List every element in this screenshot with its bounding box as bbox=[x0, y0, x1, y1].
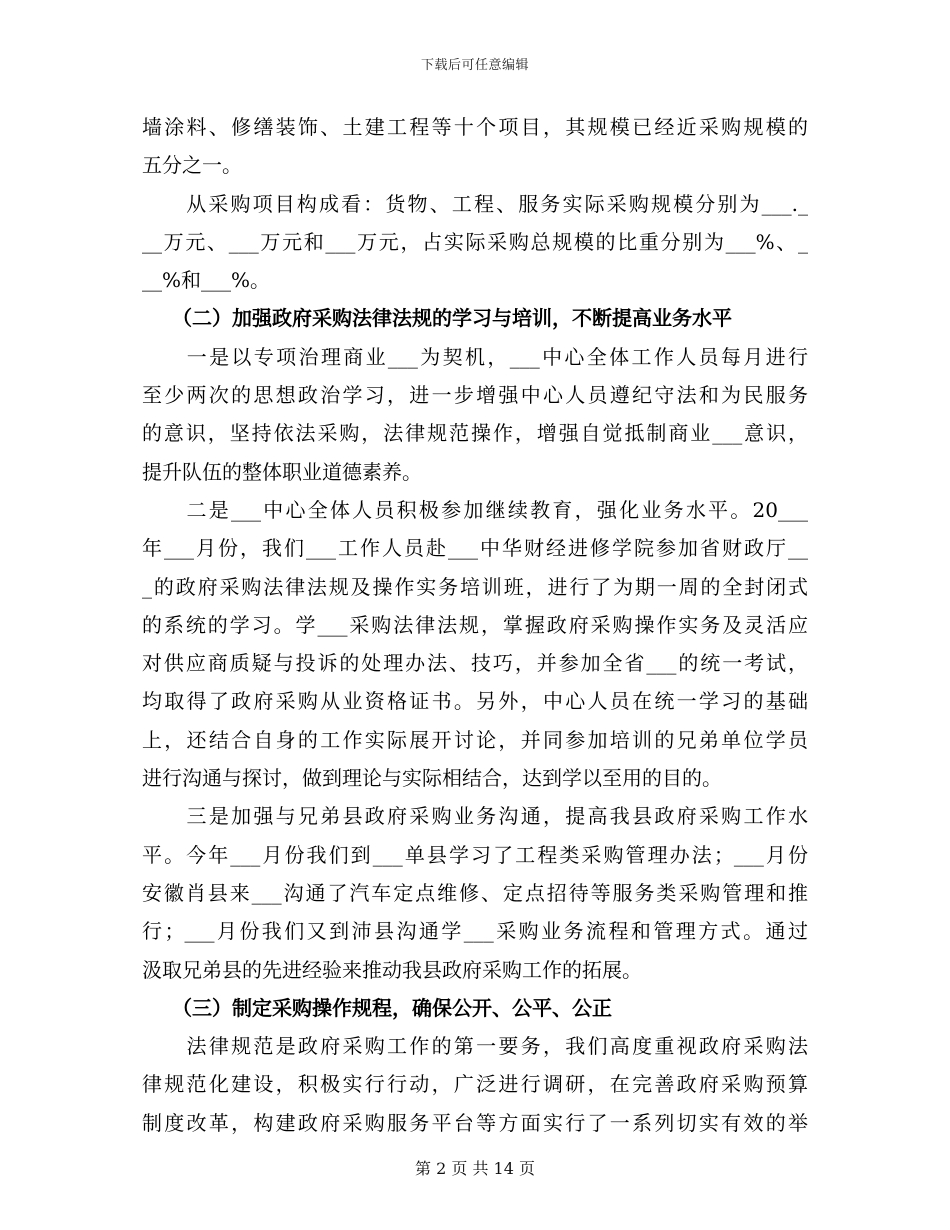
text-line: 三是加强与兄弟县政府采购业务沟通，提高我县政府采购工作水 bbox=[142, 804, 808, 829]
text-line: 行；___月份我们又到沛县沟通学___采购业务流程和管理方式。通过 bbox=[142, 919, 808, 944]
text-line: 汲取兄弟县的先进经验来推动我县政府采购工作的拓展。 bbox=[142, 957, 642, 982]
text-line: 进行沟通与探讨，做到理论与实际相结合，达到学以至用的目的。 bbox=[142, 766, 722, 791]
text-line: 对供应商质疑与投诉的处理办法、技巧，并参加全省___的统一考试， bbox=[142, 651, 808, 676]
text-line: __万元、___万元和___万元，占实际采购总规模的比重分别为___%、_ bbox=[142, 229, 808, 254]
text-line: _的政府采购法律法规及操作实务培训班，进行了为期一周的全封闭式 bbox=[142, 574, 808, 599]
section-heading: （二）加强政府采购法律法规的学习与培训，不断提高业务水平 bbox=[142, 306, 732, 331]
text-line: 五分之一。 bbox=[142, 153, 242, 178]
text-line: 的系统的学习。学___采购法律法规，掌握政府采购操作实务及灵活应 bbox=[142, 612, 808, 637]
text-line: 制度改革，构建政府采购服务平台等方面实行了一系列切实有效的举 bbox=[142, 1110, 808, 1135]
text-line: 平。今年___月份我们到___单县学习了工程类采购管理办法；___月份 bbox=[142, 842, 808, 867]
text-line: 的意识，坚持依法采购，法律规范操作，增强自觉抵制商业___意识， bbox=[142, 421, 808, 446]
text-line: 二是___中心全体人员积极参加继续教育，强化业务水平。20___ bbox=[142, 497, 808, 522]
text-line: 年___月份，我们___工作人员赴___中华财经进修学院参加省财政厅__ bbox=[142, 536, 808, 561]
text-line: 一是以专项治理商业___为契机，___中心全体工作人员每月进行 bbox=[142, 344, 808, 369]
document-body bbox=[142, 108, 808, 1142]
text-line: 墙涂料、修缮装饰、土建工程等十个项目，其规模已经近采购规模的 bbox=[142, 115, 808, 139]
text-line: __%和___%。 bbox=[142, 268, 271, 293]
page-header: 下载后可任意编辑 bbox=[420, 58, 529, 73]
text-line: 均取得了政府采购从业资格证书。另外，中心人员在统一学习的基础 bbox=[142, 689, 808, 714]
text-line: 提升队伍的整体职业道德素养。 bbox=[142, 459, 422, 484]
text-line: 至少两次的思想政治学习，进一步增强中心人员遵纪守法和为民服务 bbox=[142, 383, 808, 408]
page-number-footer: 第 2 页 共 14 页 bbox=[415, 1159, 535, 1178]
text-line: 法律规范是政府采购工作的第一要务，我们高度重视政府采购法 bbox=[142, 1034, 808, 1059]
section-heading: （三）制定采购操作规程，确保公开、公平、公正 bbox=[142, 995, 612, 1020]
text-line: 上，还结合自身的工作实际展开讨论，并同参加培训的兄弟单位学员 bbox=[142, 727, 808, 752]
text-line: 律规范化建设，积极实行行动，广泛进行调研，在完善政府采购预算 bbox=[142, 1072, 808, 1097]
text-line: 从采购项目构成看：货物、工程、服务实际采购规模分别为___._ bbox=[142, 191, 808, 216]
text-line: 安徽肖县来___沟通了汽车定点维修、定点招待等服务类采购管理和推 bbox=[142, 880, 808, 905]
